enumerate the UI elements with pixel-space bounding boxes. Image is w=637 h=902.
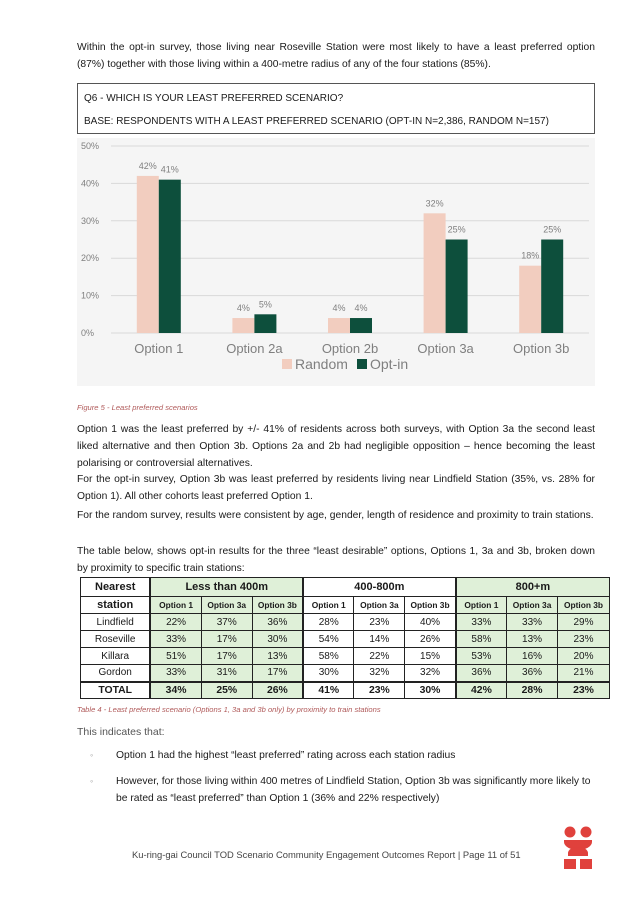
y-tick-label: 10% bbox=[81, 290, 100, 301]
table-cell: 36% bbox=[252, 614, 303, 631]
table-cell: 16% bbox=[507, 648, 558, 665]
table-cell: 32% bbox=[405, 665, 456, 682]
table-cell: 51% bbox=[150, 648, 201, 665]
figure-caption: Figure 5 - Least preferred scenarios bbox=[77, 403, 198, 412]
table-cell: 30% bbox=[405, 682, 456, 699]
group-400-800m: 400-800m bbox=[303, 578, 456, 597]
bullet-text: Option 1 had the highest “least preferred” rating across each station radius bbox=[116, 750, 456, 761]
intro-paragraph: Within the opt-in survey, those living near Roseville Station were most likely to have a least preferred option (87%) together with those living within a 400-metre radius of any of the four stations (85%). bbox=[77, 42, 595, 70]
table-cell: 33% bbox=[507, 614, 558, 631]
table-cell: 30% bbox=[303, 665, 354, 682]
table-row bbox=[81, 648, 610, 665]
bullet-item bbox=[90, 747, 598, 764]
station-name: Gordon bbox=[81, 665, 151, 682]
table-row bbox=[81, 631, 610, 648]
table-cell: 36% bbox=[456, 665, 507, 682]
table-cell: 36% bbox=[507, 665, 558, 682]
table-cell: 23% bbox=[354, 682, 405, 699]
table-cell: 14% bbox=[354, 631, 405, 648]
sub-header: Option 1 bbox=[150, 597, 201, 614]
data-label: 18% bbox=[521, 250, 540, 261]
sub-header: Option 3b bbox=[558, 597, 610, 614]
header-nearest: Nearest bbox=[81, 578, 151, 597]
y-tick-label: 50% bbox=[81, 141, 100, 151]
table-cell: 41% bbox=[303, 682, 354, 699]
bar-opt-in bbox=[350, 318, 372, 333]
x-tick-label: Option 3b bbox=[513, 341, 570, 356]
group-less-than-400m: Less than 400m bbox=[150, 578, 303, 597]
data-label: 42% bbox=[138, 160, 157, 171]
page-footer: Ku-ring-gai Council TOD Scenario Community Engagement Outcomes Report | Page 11 of 51 bbox=[132, 849, 521, 860]
least-preferred-chart bbox=[77, 138, 595, 386]
table-cell: 22% bbox=[150, 614, 201, 631]
bar-random bbox=[232, 318, 254, 333]
bar-opt-in bbox=[159, 180, 181, 333]
bar-random bbox=[424, 213, 446, 333]
table-cell: 34% bbox=[150, 682, 201, 699]
station-name: Roseville bbox=[81, 631, 151, 648]
bullet-dot-icon: ◦ bbox=[90, 776, 94, 786]
table-cell: 33% bbox=[150, 665, 201, 682]
x-tick-label: Option 3a bbox=[417, 341, 474, 356]
bar-opt-in bbox=[254, 314, 276, 333]
table-row bbox=[81, 614, 610, 631]
header-station: station bbox=[81, 597, 151, 614]
data-label: 25% bbox=[543, 224, 562, 235]
paragraph-3: For the random survey, results were consistent by age, gender, length of residence and proximity to train stations. bbox=[77, 510, 594, 521]
x-tick-label: Option 1 bbox=[134, 341, 184, 356]
sub-header: Option 3a bbox=[507, 597, 558, 614]
data-label: 4% bbox=[332, 303, 346, 314]
station-name: Killara bbox=[81, 648, 151, 665]
table-cell: 53% bbox=[456, 648, 507, 665]
table-body bbox=[81, 614, 610, 699]
bullet-dot-icon: ◦ bbox=[90, 750, 94, 760]
bullet-text: However, for those living within 400 metres of Lindfield Station, Option 3b was significantly more likely to be rated as “least preferred” than Option 1 (36% and 22% respectively) bbox=[116, 776, 591, 804]
bar-random bbox=[137, 176, 159, 333]
table-cell: 54% bbox=[303, 631, 354, 648]
proximity-table bbox=[80, 577, 610, 699]
sub-header: Option 3a bbox=[201, 597, 252, 614]
table-cell: 30% bbox=[252, 631, 303, 648]
table-cell: 13% bbox=[252, 648, 303, 665]
table-cell: 58% bbox=[303, 648, 354, 665]
data-label: 32% bbox=[425, 198, 444, 209]
table-total-row bbox=[81, 682, 610, 699]
sub-header: Option 3a bbox=[354, 597, 405, 614]
question-title: Q6 - WHICH IS YOUR LEAST PREFERRED SCENARIO? bbox=[84, 93, 344, 104]
indicates-heading: This indicates that: bbox=[77, 726, 165, 738]
question-box bbox=[77, 83, 595, 134]
table-cell: 15% bbox=[405, 648, 456, 665]
paragraph-1: Option 1 was the least preferred by +/- 41% of residents across both surveys, with Option 3a the second least liked alternative and then Option 3b. Options 2a and 2b had negligible opposition – hence becoming the least polarising or controversial alternatives. bbox=[77, 424, 595, 469]
table-cell: 23% bbox=[558, 631, 610, 648]
table-cell: 29% bbox=[558, 614, 610, 631]
sub-header: Option 1 bbox=[456, 597, 507, 614]
data-label: 5% bbox=[258, 299, 272, 310]
bar-random bbox=[519, 266, 541, 333]
table-cell: 31% bbox=[201, 665, 252, 682]
table-cell: 13% bbox=[507, 631, 558, 648]
table-cell: 33% bbox=[456, 614, 507, 631]
table-cell: 17% bbox=[201, 631, 252, 648]
legend-label-optin: Opt-in bbox=[370, 356, 409, 372]
legend-label-random: Random bbox=[295, 356, 348, 372]
x-tick-label: Option 2a bbox=[226, 341, 283, 356]
data-label: 41% bbox=[160, 164, 179, 175]
table-cell: 17% bbox=[201, 648, 252, 665]
station-name: TOTAL bbox=[81, 682, 151, 699]
paragraph-4: The table below, shows opt-in results for the three “least desirable” options, Options 1, 3a and 3b, broken down by proximity to specific train stations: bbox=[77, 546, 595, 574]
table-cell: 23% bbox=[354, 614, 405, 631]
table-cell: 37% bbox=[201, 614, 252, 631]
legend-swatch-random bbox=[282, 359, 292, 369]
bar-opt-in bbox=[446, 240, 468, 334]
council-logo-icon bbox=[564, 826, 592, 870]
y-tick-label: 40% bbox=[81, 178, 100, 189]
table-cell: 26% bbox=[252, 682, 303, 699]
y-tick-label: 30% bbox=[81, 215, 100, 226]
chart-svg bbox=[77, 138, 595, 386]
table-cell: 42% bbox=[456, 682, 507, 699]
table-cell: 25% bbox=[201, 682, 252, 699]
table-cell: 40% bbox=[405, 614, 456, 631]
bar-opt-in bbox=[541, 240, 563, 334]
sub-header: Option 1 bbox=[303, 597, 354, 614]
data-label: 25% bbox=[447, 224, 466, 235]
y-tick-label: 20% bbox=[81, 253, 100, 264]
x-tick-label: Option 2b bbox=[321, 341, 379, 356]
table-cell: 32% bbox=[354, 665, 405, 682]
table-cell: 28% bbox=[303, 614, 354, 631]
table-cell: 21% bbox=[558, 665, 610, 682]
sub-header: Option 3b bbox=[252, 597, 303, 614]
table-row bbox=[81, 665, 610, 682]
table-caption: Table 4 - Least preferred scenario (Options 1, 3a and 3b only) by proximity to train stations bbox=[77, 705, 381, 714]
data-label: 4% bbox=[354, 303, 368, 314]
table-cell: 22% bbox=[354, 648, 405, 665]
table-cell: 26% bbox=[405, 631, 456, 648]
table-cell: 20% bbox=[558, 648, 610, 665]
sub-header: Option 3b bbox=[405, 597, 456, 614]
table-cell: 23% bbox=[558, 682, 610, 699]
data-label: 4% bbox=[236, 303, 250, 314]
bar-random bbox=[328, 318, 350, 333]
question-base: BASE: RESPONDENTS WITH A LEAST PREFERRED SCENARIO (OPT-IN N=2,386, RANDOM N=157) bbox=[84, 116, 549, 127]
group-800m-plus: 800+m bbox=[456, 578, 610, 597]
table-cell: 17% bbox=[252, 665, 303, 682]
station-name: Lindfield bbox=[81, 614, 151, 631]
bullet-item bbox=[90, 773, 598, 807]
legend-swatch-optin bbox=[357, 359, 367, 369]
y-tick-label: 0% bbox=[81, 328, 95, 338]
paragraph-2: For the opt-in survey, Option 3b was least preferred by residents living near Lindfield Station (35%, vs. 28% for Option 1). All other cohorts least preferred Option 1. bbox=[77, 474, 595, 502]
table-cell: 58% bbox=[456, 631, 507, 648]
table-cell: 33% bbox=[150, 631, 201, 648]
table-cell: 28% bbox=[507, 682, 558, 699]
